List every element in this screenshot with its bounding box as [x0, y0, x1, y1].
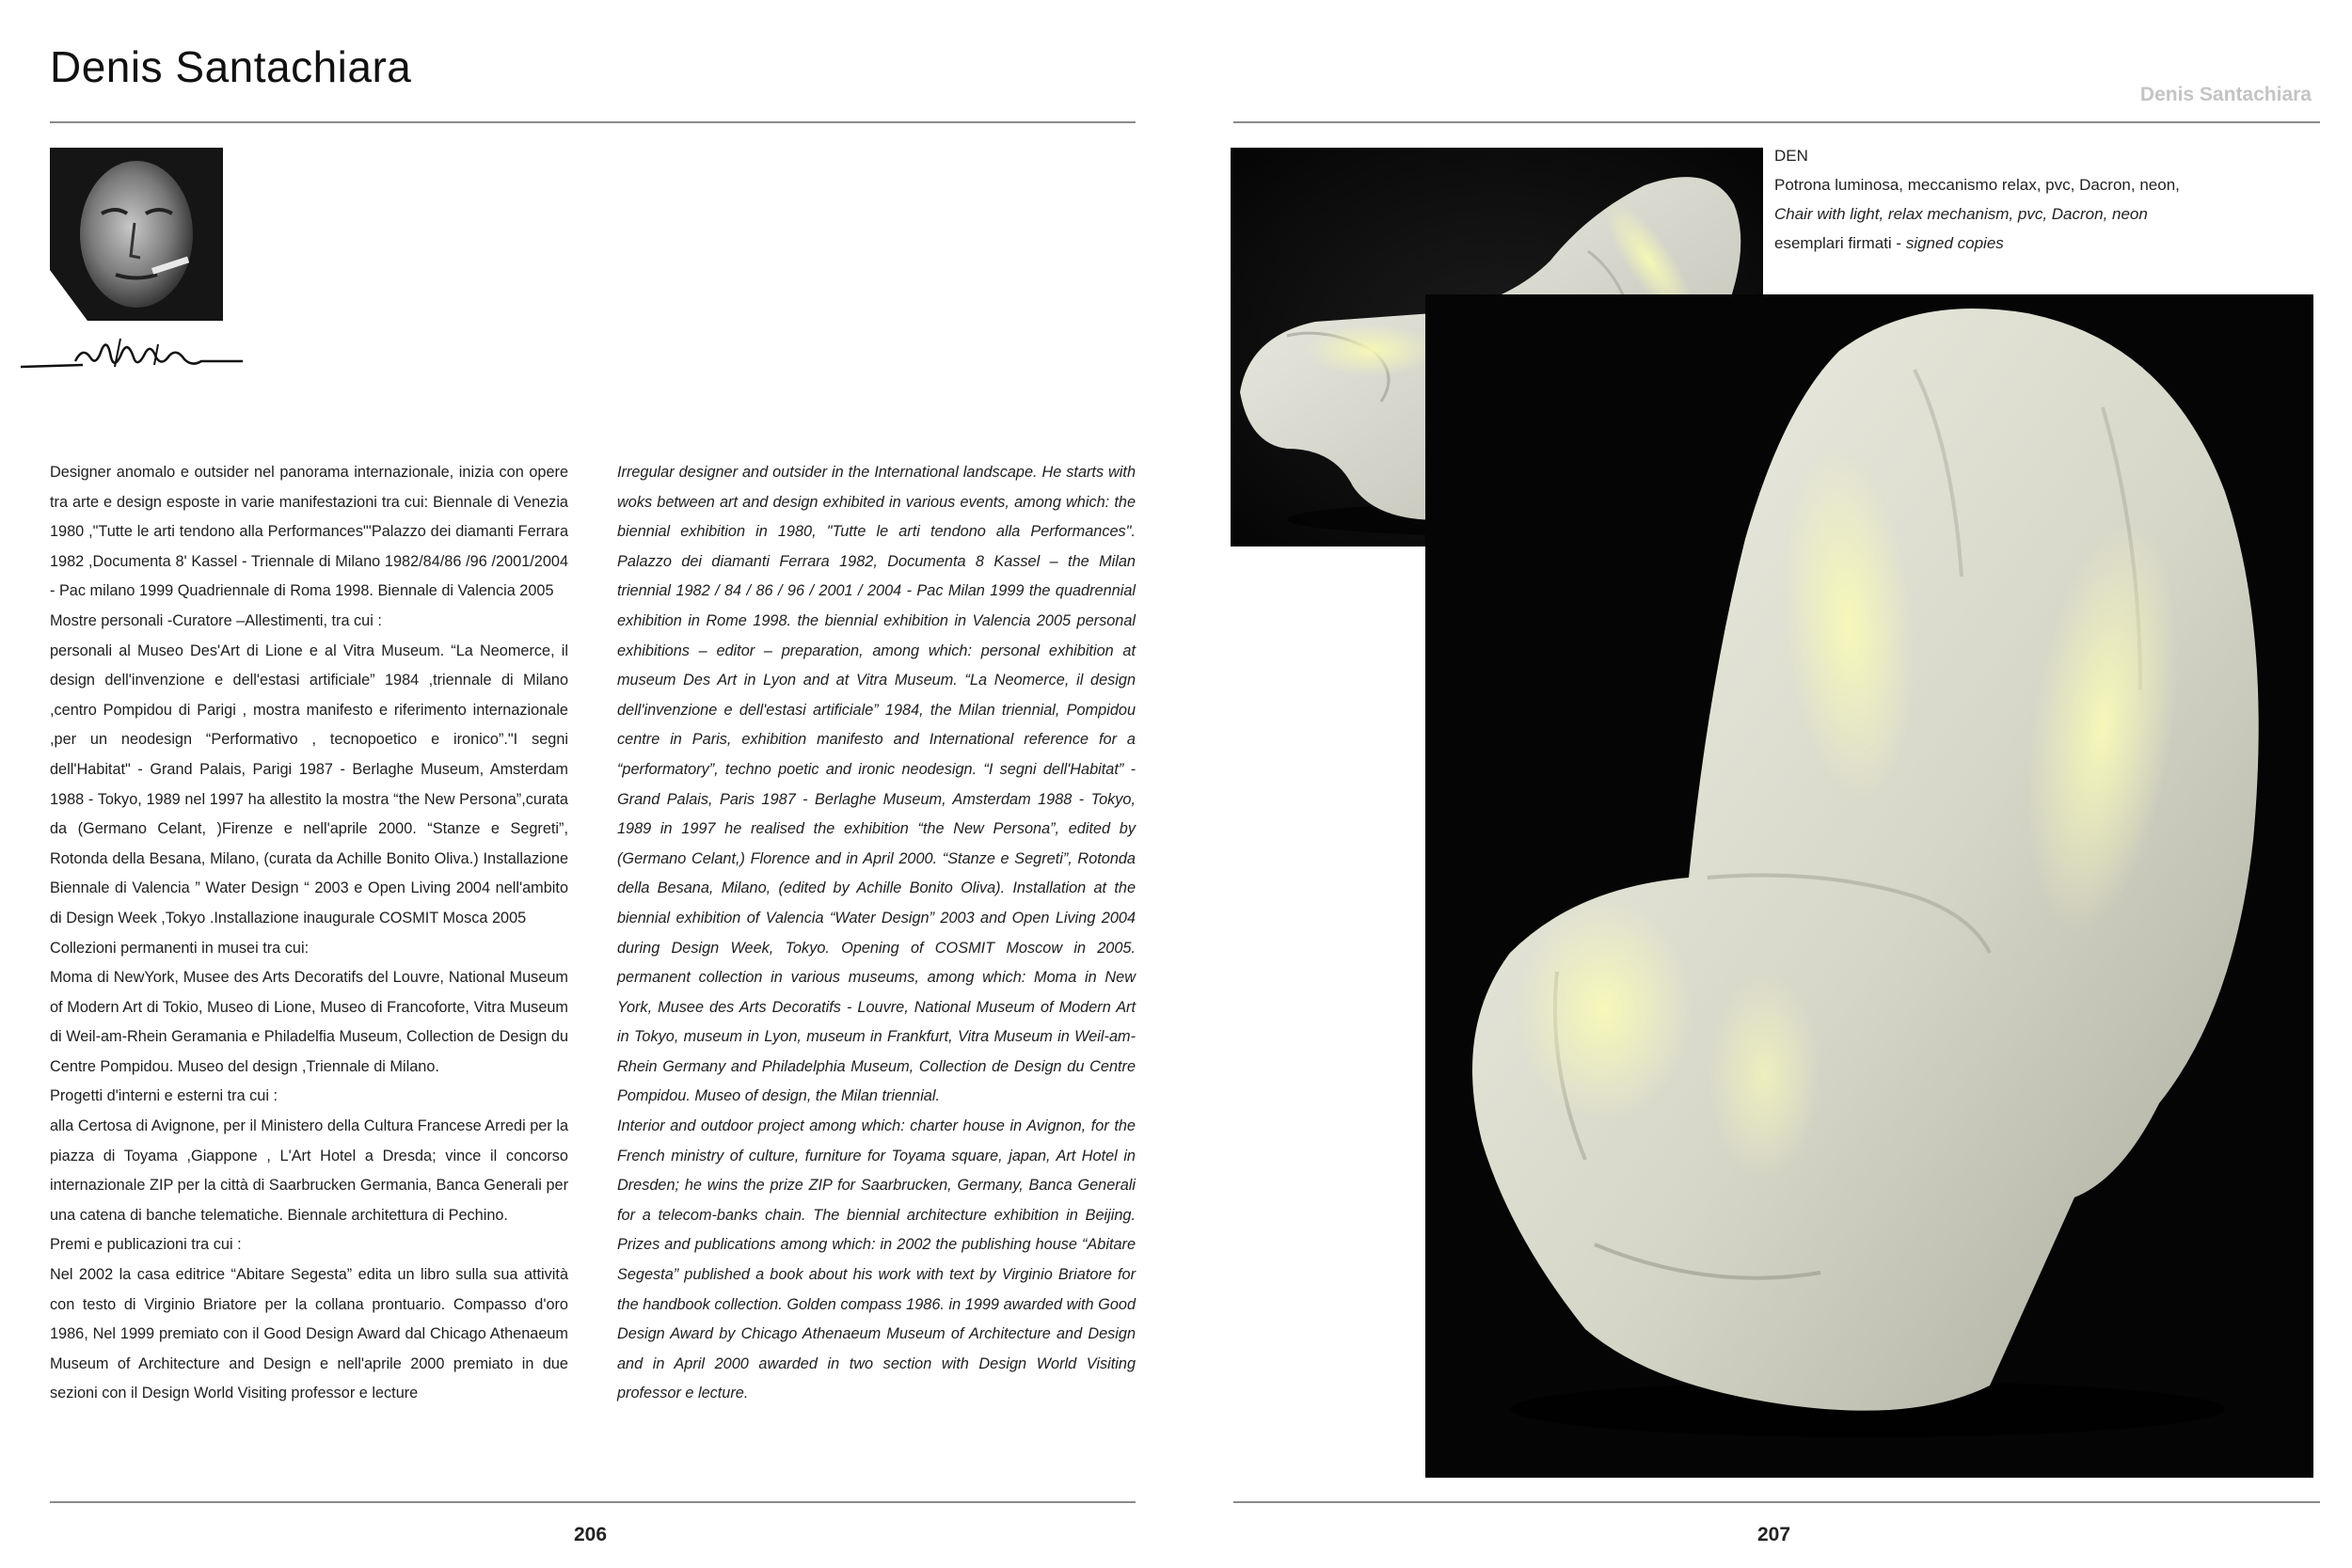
edition-it: esemplari firmati -	[1774, 234, 1906, 252]
bio-column-english	[617, 458, 1136, 1409]
bio-it-paragraph: Mostre personali -Curatore –Allestimenti, tra cui :	[50, 611, 382, 629]
page-number-left: 206	[574, 1524, 608, 1545]
header-rule-left	[50, 121, 1136, 123]
chair-photo-front-view	[1425, 294, 2313, 1478]
signature	[17, 329, 246, 384]
bio-column-italian	[50, 458, 568, 1409]
bio-it-paragraph: Progetti d'interni e esterni tra cui :	[50, 1087, 278, 1105]
bio-en-paragraph: Irregular designer and outsider in the International landscape. He starts with woks between art and design exhibited in various events, among which: the biennial exhibition in 1980, "Tutte le arti tendono alla Performances". Palazzo dei diamanti Ferrara 1982, Documenta 8 Kassel – the Milan triennial 1982 / 84 / 86 / 96 / 2001 / 2004 - Pac Milan 1999 the quadrennial exhibition in Rome 1998. the biennial exhibition in Valencia 2005 personal exhibitions – editor – preparation, among which: personal exhibition at museum Des Art in Lyon and at Vitra Museum. “La Neomerce, il design dell'invenzione e dell'estasi artificiale” 1984, the Milan triennial, Pompidou centre in Paris, exhibition manifesto and International reference for a “performatory”, techno poetic and ironic neodesign. “I segni dell'Habitat” - Grand Palais, Paris 1987 - Berlaghe Museum, Amsterdam 1988 - Tokyo, 1989 in 1997 he realised the exhibition “the New Persona”, edited by (Germano Celant,) Florence and in April 2000. “Stanze e Segreti”, Rotonda della Besana, Milano, (edited by Achille Bonito Oliva). Installation at the biennial exhibition of Valencia “Water Design” 2003 and Open Living 2004 during Design Week, Tokyo. Opening of COSMIT Moscow in 2005. permanent collection in various museums, among which: Moma in New York, Musee des Arts Decoratifs - Louvre, National Museum of Modern Art in Tokyo, museum in Lyon, museum in Frankfurt, Vitra Museum in Weil-am-Rhein Germany and Philadelphia Museum, Collection de Design du Centre Pompidou. Museo of design, the Milan triennial.	[617, 464, 1136, 1105]
artwork-description-en: Chair with light, relax mechanism, pvc, Dacron, neon	[1774, 205, 2148, 223]
designer-portrait	[50, 148, 223, 321]
header-rule-right	[1233, 121, 2320, 123]
artwork-name: DEN	[1774, 147, 1808, 165]
bio-it-paragraph: personali al Museo Des'Art di Lione e al Vitra Museum. “La Neomerce, il design dell'invenzione e dell'estasi artificiale” 1984 ,triennale di Milano ,centro Pompidou di Parigi , mostra manifesto e riferimento internazionale ,per un neodesign “Performativo , tecnopoetico e ironico”."I segni dell'Habitat" - Grand Palais, Parigi 1987 - Berlaghe Museum, Amsterdam 1988 - Tokyo, 1989 nel 1997 ha allestito la mostra “the New Persona”,curata da (Germano Celant, )Firenze e nell'aprile 2000. “Stanze e Segreti”, Rotonda della Besana, Milano, (curata da Achille Bonito Oliva.) Installazione Biennale di Valencia ” Water Design “ 2003 e Open Living 2004 nell'ambito di Design Week ,Tokyo .Installazione inaugurale COSMIT Mosca 2005	[50, 641, 568, 927]
page-number-right: 207	[1757, 1524, 1791, 1545]
artwork-description-it: Potrona luminosa, meccanismo relax, pvc, Dacron, neon,	[1774, 176, 2180, 194]
bio-it-paragraph: Nel 2002 la casa editrice “Abitare Segesta” edita un libro sulla sua attività con testo di Virginio Briatore per la collana prontuario. Compasso d'oro 1986, Nel 1999 premiato con il Good Design Award dal Chicago Athenaeum Museum of Architecture and Design e nell'aprile 2000 premiato in due sezioni con il Design World Visiting professor e lecture	[50, 1266, 568, 1402]
artwork-caption	[1774, 141, 2339, 258]
bio-it-paragraph: Premi e publicazioni tra cui :	[50, 1236, 242, 1254]
bio-it-paragraph: Collezioni permanenti in musei tra cui:	[50, 939, 310, 957]
edition-en: signed copies	[1905, 234, 2004, 252]
bio-it-paragraph: Moma di NewYork, Musee des Arts Decoratifs del Louvre, National Museum of Modern Art di Tokio, Museo di Lione, Museo di Francoforte, Vitra Museum di Weil-am-Rhein Geramania e Philadelfia Museum, Collection de Design du Centre Pompidou. Museo del design ,Triennale di Milano.	[50, 969, 568, 1075]
artwork-edition	[1774, 229, 2339, 258]
bio-it-paragraph: alla Certosa di Avignone, per il Ministero della Cultura Francese Arredi per la piazza di Toyama ,Giappone , L'Art Hotel a Dresda; vince il concorso internazionale ZIP per la città di Saarbrucken Germania, Banca Generali per una catena di banche telematiche. Biennale architettura di Pechino.	[50, 1117, 568, 1224]
bio-en-paragraph: Interior and outdoor project among which: charter house in Avignon, for the French ministry of culture, furniture for Toyama square, japan, Art Hotel in Dresden; he wins the prize ZIP for Saarbrucken, Germany, Banca Generali for a telecom-banks chain. The biennial architecture exhibition in Beijing. Prizes and publications among which: in 2002 the publishing house “Abitare Segesta” published a book about his work with text by Virginio Briatore for the handbook collection. Golden compass 1986. in 1999 awarded with Good Design Award by Chicago Athenaeum Museum of Architecture and Design and in April 2000 awarded in two section with Design World Visiting professor e lecture.	[617, 1117, 1136, 1402]
running-head: Denis Santachiara	[2139, 84, 2312, 105]
footer-rule-right	[1233, 1501, 2320, 1503]
footer-rule-left	[50, 1501, 1136, 1503]
page-title: Denis Santachiara	[50, 42, 412, 91]
bio-it-paragraph: Designer anomalo e outsider nel panorama internazionale, inizia con opere tra arte e design esposte in varie manifestazioni tra cui: Biennale di Venezia 1980 ,"Tutte le arti tendono alla Performances"'Palazzo dei diamanti Ferrara 1982 ,Documenta 8' Kassel - Triennale di Milano 1982/84/86 /96 /2001/2004 - Pac milano 1999 Quadriennale di Roma 1998. Biennale di Valencia 2005	[50, 464, 568, 600]
